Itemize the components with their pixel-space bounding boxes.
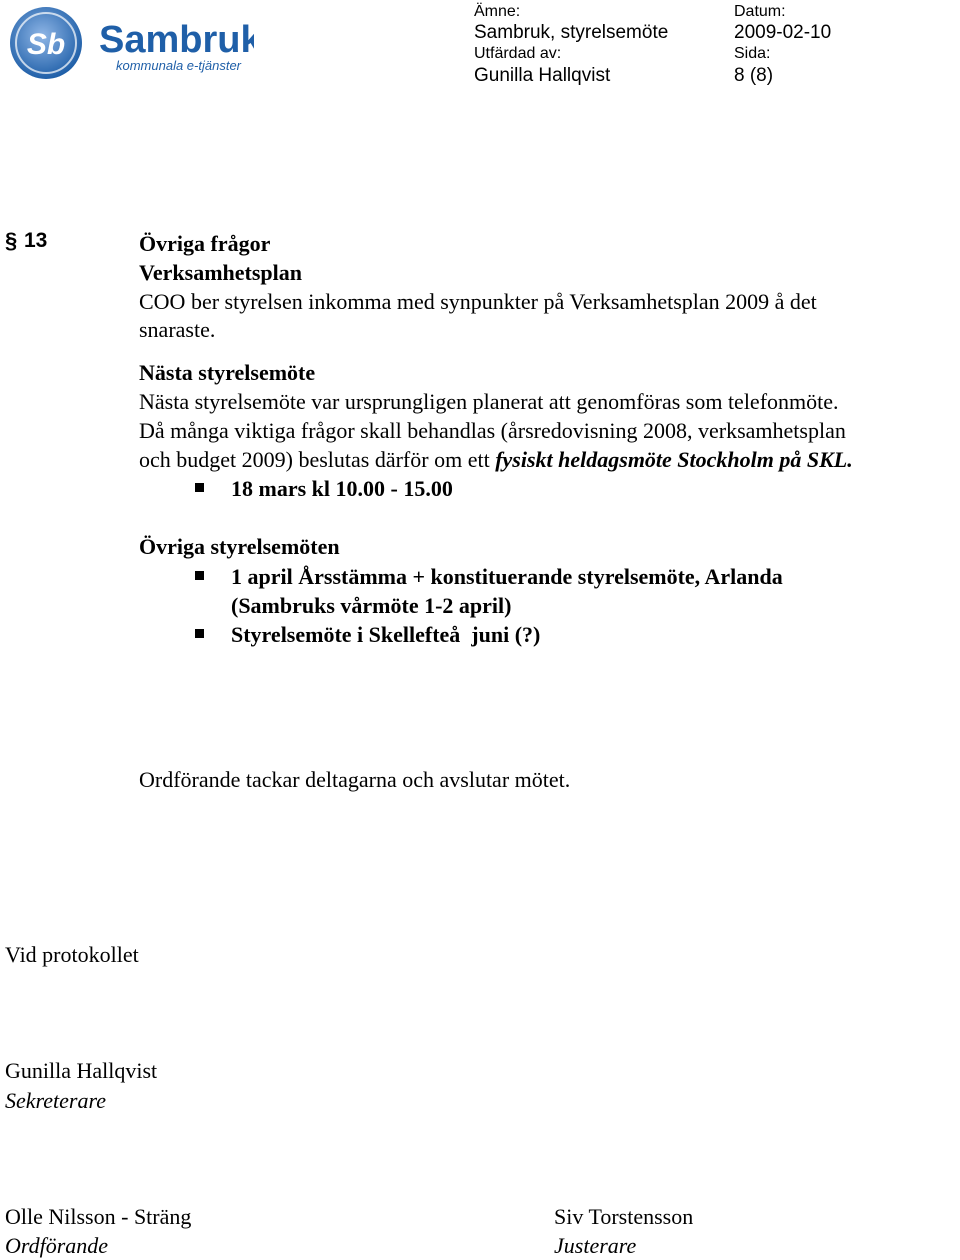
logo-tagline: kommunala e-tjänster: [116, 58, 241, 73]
bullet-marker: [195, 571, 204, 580]
bullet-skelleftea: Styrelsemöte i Skellefteå juni (?): [231, 622, 541, 647]
item-heading-ovriga-styrelsemoten: Övriga styrelsemöten: [139, 534, 340, 559]
adjuster-name: Siv Torstensson: [554, 1204, 694, 1229]
issued-by-value: Gunilla Hallqvist: [474, 65, 611, 86]
secretary-role: Sekreterare: [5, 1088, 106, 1113]
nasta-line-2: Då många viktiga frågor skall behandlas (årsredovisning 2008, verksamhetsplan: [139, 418, 846, 443]
page-number: 8 (8): [734, 65, 774, 86]
section-number: 13: [24, 229, 48, 252]
item-heading-nasta-styrelsemote: Nästa styrelsemöte: [139, 360, 316, 385]
subject-label: Ämne:: [474, 3, 521, 20]
chair-role: Ordförande: [5, 1233, 109, 1258]
page-label: Sida:: [734, 45, 771, 62]
sambruk-logo: [6, 2, 254, 84]
bullet-marker: [195, 483, 204, 492]
closing-statement: Ordförande tackar deltagarna och avslutar mötet.: [139, 767, 571, 792]
verksamhetsplan-line-2: snaraste.: [139, 317, 216, 342]
subject-value: Sambruk, styrelsemöte: [474, 22, 669, 43]
nasta-line-3-text: och budget 2009) beslutas därför om ett: [139, 447, 496, 472]
nasta-line-3-emphasis: fysiskt heldagsmöte Stockholm på SKL.: [495, 447, 853, 472]
date-label: Datum:: [734, 3, 786, 20]
secretary-name: Gunilla Hallqvist: [5, 1058, 158, 1083]
sambruk-logo-svg: [6, 2, 254, 84]
logo-wordmark: Sambruk: [99, 19, 254, 61]
issued-by-label: Utfärdad av:: [474, 45, 562, 62]
nasta-line-1: Nästa styrelsemöte var ursprungligen planerat att genomföras som telefonmöte.: [139, 389, 839, 414]
item-heading-verksamhetsplan: Verksamhetsplan: [139, 260, 302, 285]
verksamhetsplan-line-1: COO ber styrelsen inkomma med synpunkter på Verksamhetsplan 2009 å det: [139, 289, 817, 314]
logo-emblem-text: Sb: [26, 28, 66, 61]
bullet-marker: [195, 629, 204, 638]
adjuster-role: Justerare: [554, 1233, 637, 1258]
chair-name: Olle Nilsson - Sträng: [5, 1204, 192, 1229]
date-value: 2009-02-10: [734, 22, 832, 43]
nasta-line-3: [139, 446, 853, 474]
vid-protokollet: Vid protokollet: [5, 942, 139, 967]
section-title: Övriga frågor: [139, 231, 271, 256]
bullet-arsstamma: 1 april Årsstämma + konstituerande styrelsemöte, Arlanda: [231, 564, 783, 589]
section-symbol: §: [5, 228, 18, 253]
bullet-meeting-time: 18 mars kl 10.00 - 15.00: [231, 476, 453, 501]
bullet-varmote: (Sambruks vårmöte 1-2 april): [231, 593, 512, 618]
